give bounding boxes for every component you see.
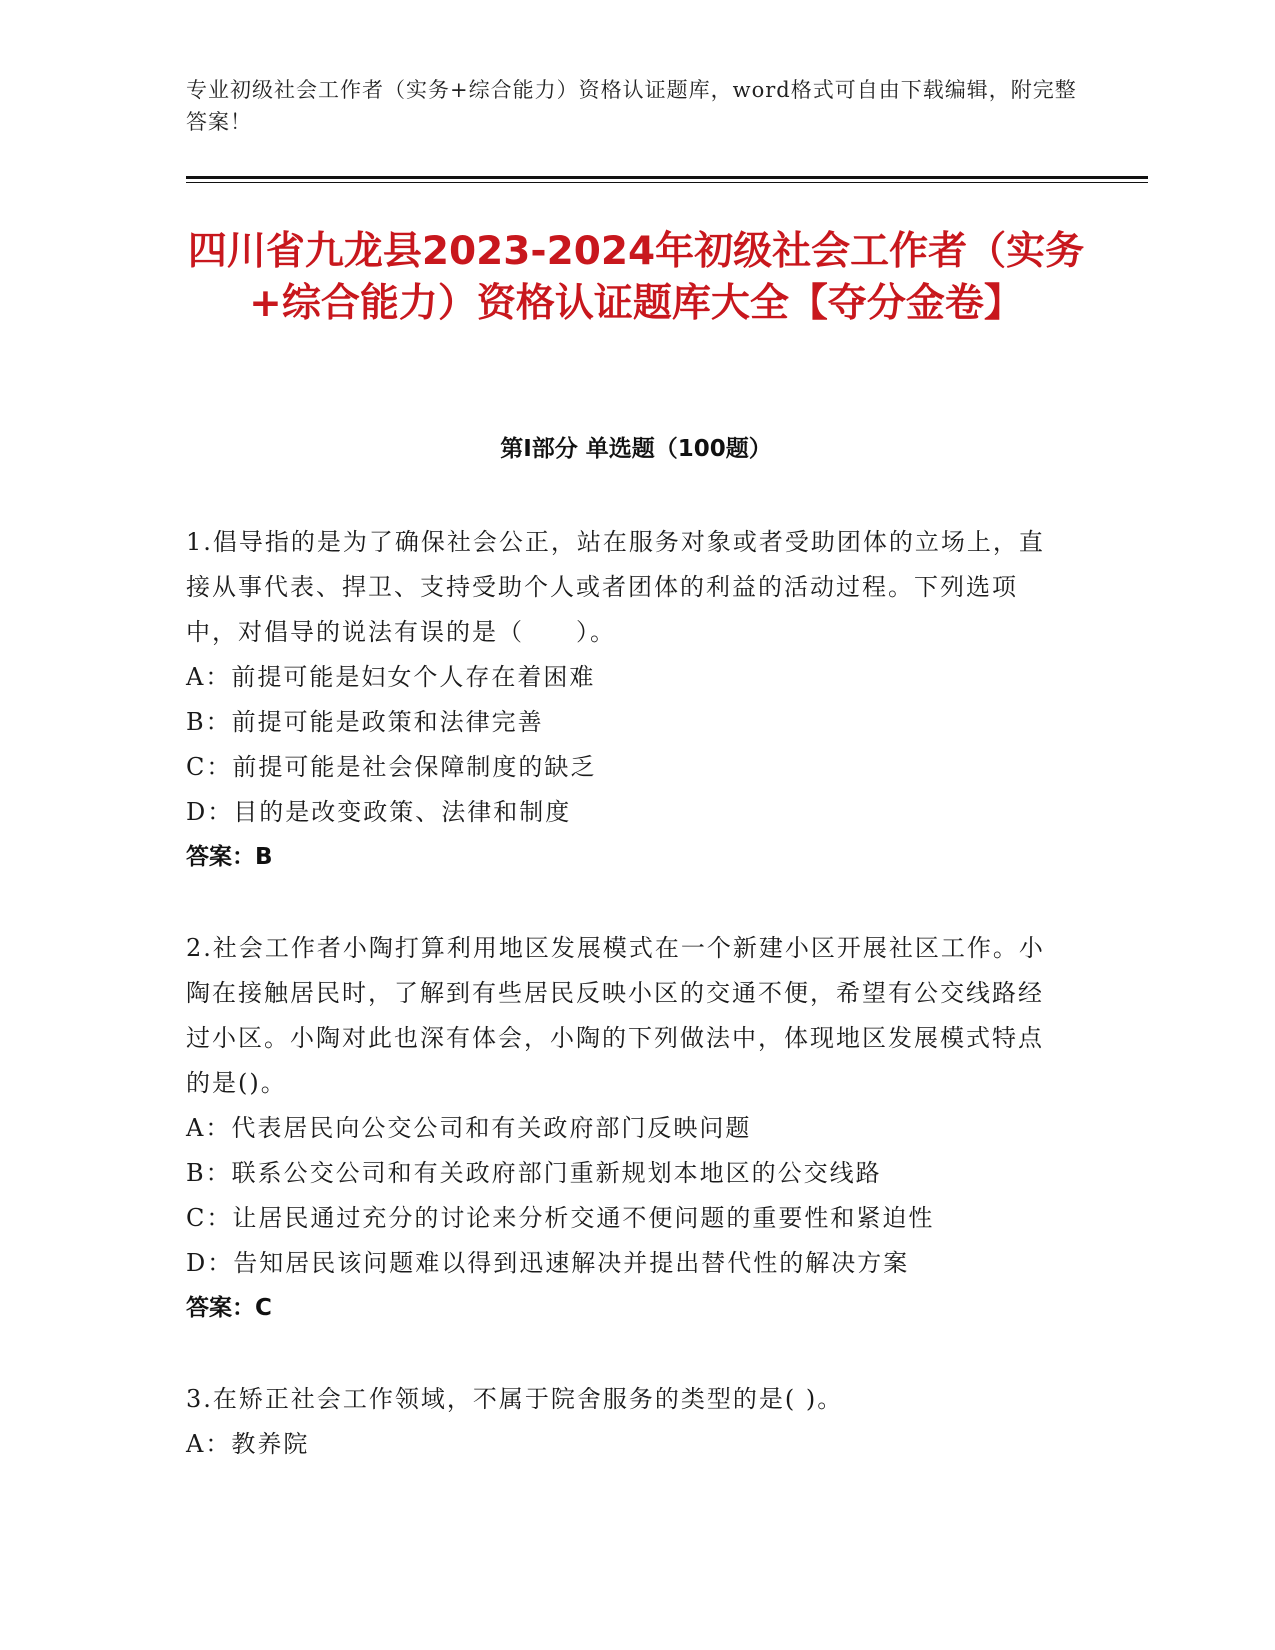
- header-rule-thin: [186, 182, 1148, 183]
- option-a: A：前提可能是妇女个人存在着困难: [186, 663, 596, 691]
- question-stem: 2.社会工作者小陶打算利用地区发展模式在一个新建小区开展社区工作。小陶在接触居民时，了解到有些居民反映小区的交通不便，希望有公交线路经过小区。小陶对此也深有体会，小陶的下列做法中，体现地区发展模式特点的是()。: [186, 934, 1045, 1097]
- question-1: [186, 520, 1066, 880]
- option-a: A：教养院: [186, 1430, 310, 1458]
- option-b: B：联系公交公司和有关政府部门重新规划本地区的公交线路: [186, 1159, 882, 1187]
- question-list: [186, 520, 1066, 1513]
- option-b: B：前提可能是政策和法律完善: [186, 708, 544, 736]
- document-title: 四川省九龙县2023-2024年初级社会工作者（实务+综合能力）资格认证题库大全【夺分金卷】: [187, 229, 1085, 326]
- answer: 答案：B: [186, 844, 273, 870]
- answer: 答案：C: [186, 1295, 272, 1321]
- question-stem: 1.倡导指的是为了确保社会公正，站在服务对象或者受助团体的立场上，直接从事代表、捍卫、支持受助个人或者团体的利益的活动过程。下列选项中，对倡导的说法有误的是（ ）。: [186, 528, 1045, 646]
- header-rule-thick: [186, 176, 1148, 179]
- option-d: D：告知居民该问题难以得到迅速解决并提出替代性的解决方案: [186, 1249, 910, 1277]
- option-a: A：代表居民向公交公司和有关政府部门反映问题: [186, 1114, 752, 1142]
- header-note: 专业初级社会工作者（实务+综合能力）资格认证题库，word格式可自由下载编辑，附完整答案！: [186, 78, 1077, 134]
- option-c: C：前提可能是社会保障制度的缺乏: [186, 753, 597, 781]
- question-3: [186, 1377, 1066, 1467]
- option-c: C：让居民通过充分的讨论来分析交通不便问题的重要性和紧迫性: [186, 1204, 935, 1232]
- section-heading: 第Ⅰ部分 单选题（100题）: [500, 436, 772, 462]
- question-2: [186, 926, 1066, 1331]
- option-d: D：目的是改变政策、法律和制度: [186, 798, 572, 826]
- question-stem: 3.在矫正社会工作领域，不属于院舍服务的类型的是( )。: [186, 1385, 844, 1413]
